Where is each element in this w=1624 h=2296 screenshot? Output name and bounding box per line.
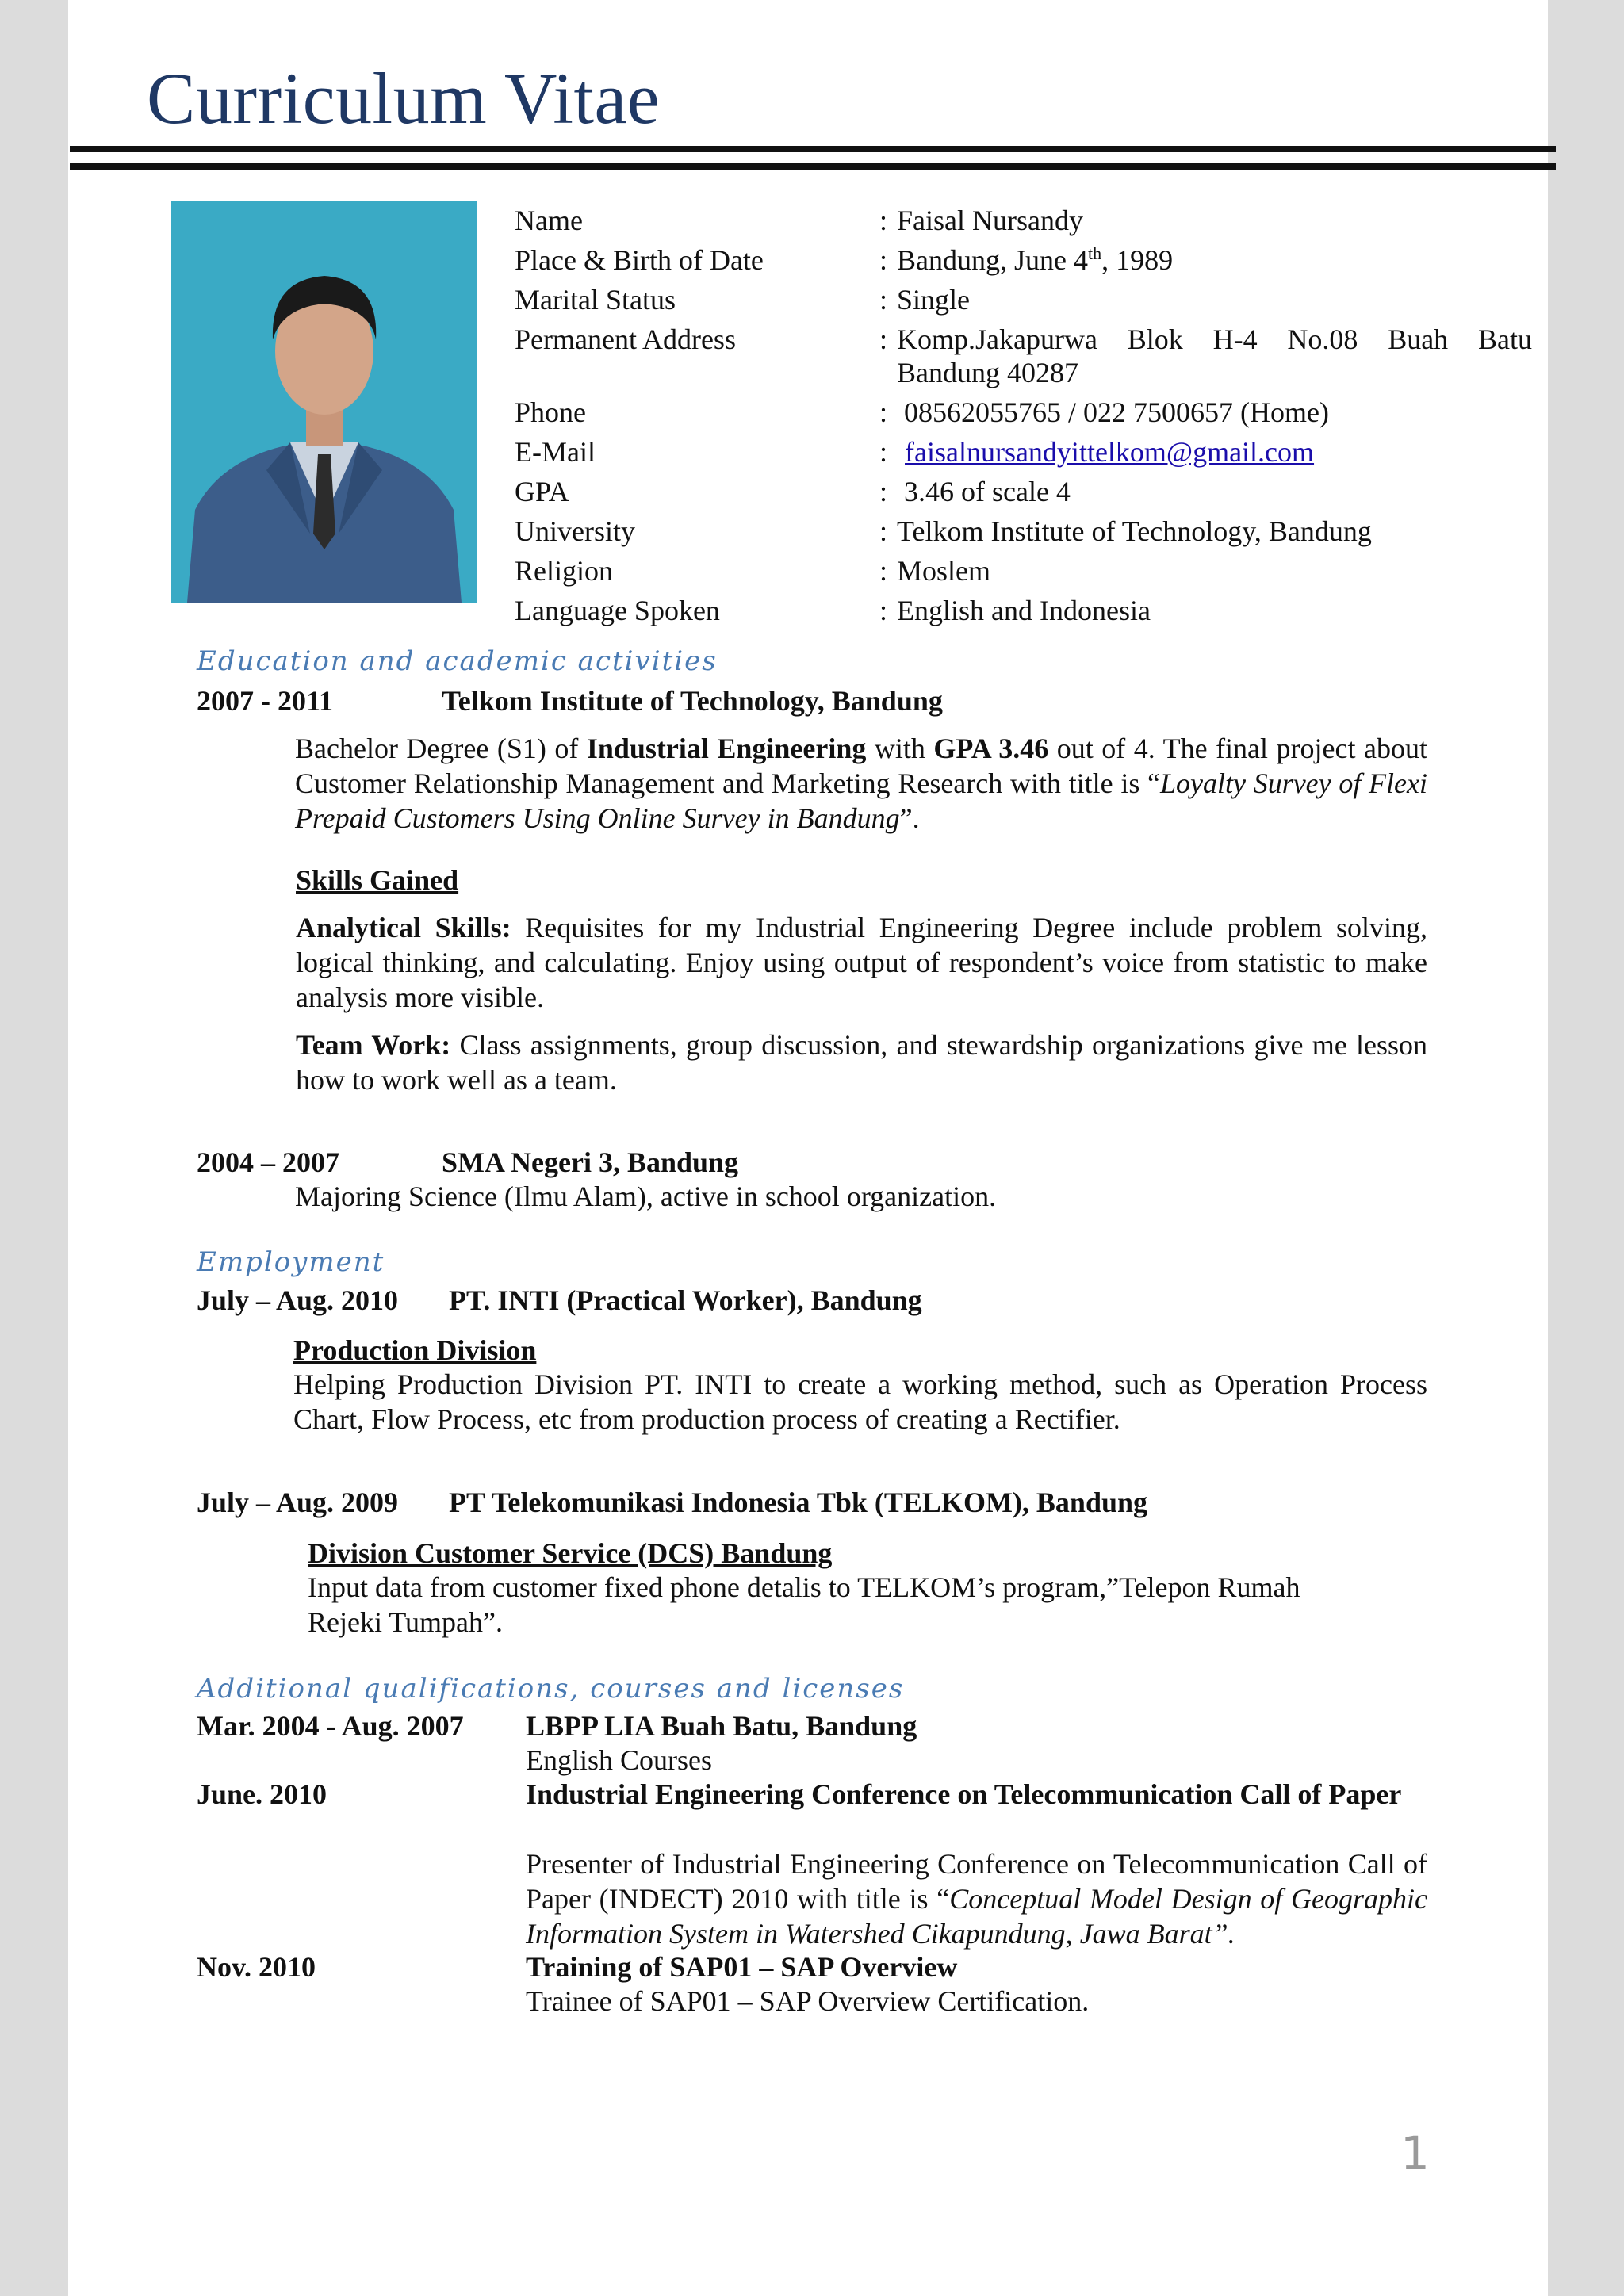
course-date-2: June. 2010 (197, 1778, 327, 1810)
info-row-religion (515, 551, 1532, 591)
course-text-2 (526, 1846, 1427, 1951)
info-colon: : (879, 323, 888, 355)
personal-info-table (515, 201, 1532, 630)
info-row-university (515, 511, 1532, 551)
info-label: Phone (515, 396, 586, 428)
page-number: 1 (1400, 2126, 1430, 2180)
info-value: English and Indonesia (897, 595, 1151, 626)
info-label: Marital Status (515, 284, 676, 316)
info-value: Single (897, 284, 971, 316)
text: Presenter of Industrial Engineering Conference on Telecommunication Call of Paper (INDECT) 2010 with title is “ (526, 1848, 1427, 1915)
analytical-label: Analytical Skills: (296, 912, 511, 943)
teamwork-label: Team Work: (296, 1029, 451, 1061)
page-title: Curriculum Vitae (147, 58, 661, 139)
info-colon: : (879, 555, 888, 587)
info-colon: : (879, 284, 888, 316)
info-label: Religion (515, 555, 613, 587)
info-value (897, 240, 1532, 280)
birth-date-main: Bandung, June 4 (897, 244, 1088, 276)
text: with (866, 733, 934, 764)
thesis-title: Loyalty Survey of Flexi Prepaid Customers Using Online Survey in Bandung (295, 767, 1427, 834)
job-description-2: Input data from customer fixed phone detalis to TELKOM’s program,”Telepon Rumah Rejeki Tumpah”. (308, 1571, 1300, 1638)
info-label: Language Spoken (515, 595, 720, 626)
address-line-2: Bandung 40287 (897, 357, 1078, 388)
info-row-email (515, 432, 1532, 472)
paper-title: Conceptual Model Design of Geographic Information System in Watershed Cikapundung, Jawa Barat”. (526, 1883, 1427, 1950)
additional-heading: Additional qualifications, courses and licenses (197, 1673, 905, 1705)
info-value: 08562055765 / 022 7500657 (Home) (897, 396, 1329, 428)
education-description-2: Majoring Science (Ilmu Alam), active in school organization. (295, 1181, 997, 1212)
education-years-1: 2007 - 2011 (197, 685, 334, 717)
analytical-skills (296, 910, 1427, 1015)
info-value: 3.46 of scale 4 (897, 476, 1071, 507)
course-date-3: Nov. 2010 (197, 1951, 316, 1983)
job-company-1: PT. INTI (Practical Worker), Bandung (449, 1284, 922, 1316)
course-text-1: English Courses (526, 1744, 713, 1776)
analytical-text: Requisites for my Industrial Engineering Degree include problem solving, logical thinking, and calculating. Enjoy using output of respondent’s voice from statistic to make analysis more visible. (296, 912, 1428, 1013)
info-row-language (515, 591, 1532, 630)
education-years-2: 2004 – 2007 (197, 1146, 339, 1178)
address-line-1: Komp.Jakapurwa Blok H-4 No.08 Buah Batu (897, 323, 1532, 355)
title-rule-thick (70, 146, 1556, 152)
job-date-2: July – Aug. 2009 (197, 1487, 399, 1518)
course-title-2: Industrial Engineering Conference on Telecommunication Call of Paper (526, 1778, 1402, 1810)
info-colon: : (879, 436, 888, 468)
job-division-2: Division Customer Service (DCS) Bandung (308, 1537, 833, 1569)
info-label: GPA (515, 476, 569, 507)
birth-date-year: , 1989 (1101, 244, 1174, 276)
degree-major: Industrial Engineering (586, 733, 867, 764)
info-value: Moslem (897, 555, 991, 587)
info-row-address (515, 320, 1532, 392)
course-text-3: Trainee of SAP01 – SAP Overview Certification. (526, 1985, 1090, 2017)
degree-gpa: GPA 3.46 (933, 733, 1049, 764)
info-colon: : (879, 205, 888, 236)
job-company-2: PT Telekomunikasi Indonesia Tbk (TELKOM), Bandung (449, 1487, 1148, 1518)
title-rule-thin (70, 163, 1556, 170)
education-heading: Education and academic activities (197, 645, 718, 677)
education-school-1: Telkom Institute of Technology, Bandung (442, 685, 943, 717)
info-label: Name (515, 205, 583, 236)
employment-heading: Employment (197, 1246, 385, 1278)
info-colon: : (879, 595, 888, 626)
birth-date-suffix: th (1087, 243, 1102, 263)
info-row-birth (515, 240, 1532, 280)
info-colon: : (879, 476, 888, 507)
course-date-1: Mar. 2004 - Aug. 2007 (197, 1710, 464, 1742)
info-label: Permanent Address (515, 323, 736, 355)
info-colon: : (879, 244, 888, 276)
team-work (296, 1027, 1427, 1097)
email-link[interactable]: faisalnursandyittelkom@gmail.com (905, 436, 1315, 468)
info-row-phone (515, 392, 1532, 432)
text: out of 4. The final project about Customer Relationship Management and Marketing Research with title is “ (295, 733, 1427, 799)
course-title-3: Training of SAP01 – SAP Overview (526, 1951, 958, 1983)
teamwork-text: Class assignments, group discussion, and stewardship organizations give me lesson how to work well as a team. (296, 1029, 1427, 1096)
course-title-1: LBPP LIA Buah Batu, Bandung (526, 1710, 917, 1742)
job-date-1: July – Aug. 2010 (197, 1284, 399, 1316)
info-colon: : (879, 396, 888, 428)
info-colon: : (879, 515, 888, 547)
job-division-1: Production Division (293, 1334, 537, 1366)
info-row-gpa (515, 472, 1532, 511)
info-row-name (515, 201, 1532, 240)
profile-photo (171, 201, 477, 603)
info-label: University (515, 515, 635, 547)
text: Bachelor Degree (S1) of (295, 733, 587, 764)
skills-heading: Skills Gained (296, 864, 459, 896)
info-value: Telkom Institute of Technology, Bandung (897, 515, 1372, 547)
education-description-1 (295, 731, 1427, 836)
info-label: E-Mail (515, 436, 596, 468)
education-school-2: SMA Negeri 3, Bandung (442, 1146, 739, 1178)
text: ”. (899, 802, 920, 834)
info-row-marital (515, 280, 1532, 320)
info-value: Faisal Nursandy (897, 205, 1083, 236)
job-description-1: Helping Production Division PT. INTI to create a working method, such as Operation Process Chart, Flow Process, etc from production process of creating a Rectifier. (293, 1368, 1427, 1435)
info-label: Place & Birth of Date (515, 244, 764, 276)
